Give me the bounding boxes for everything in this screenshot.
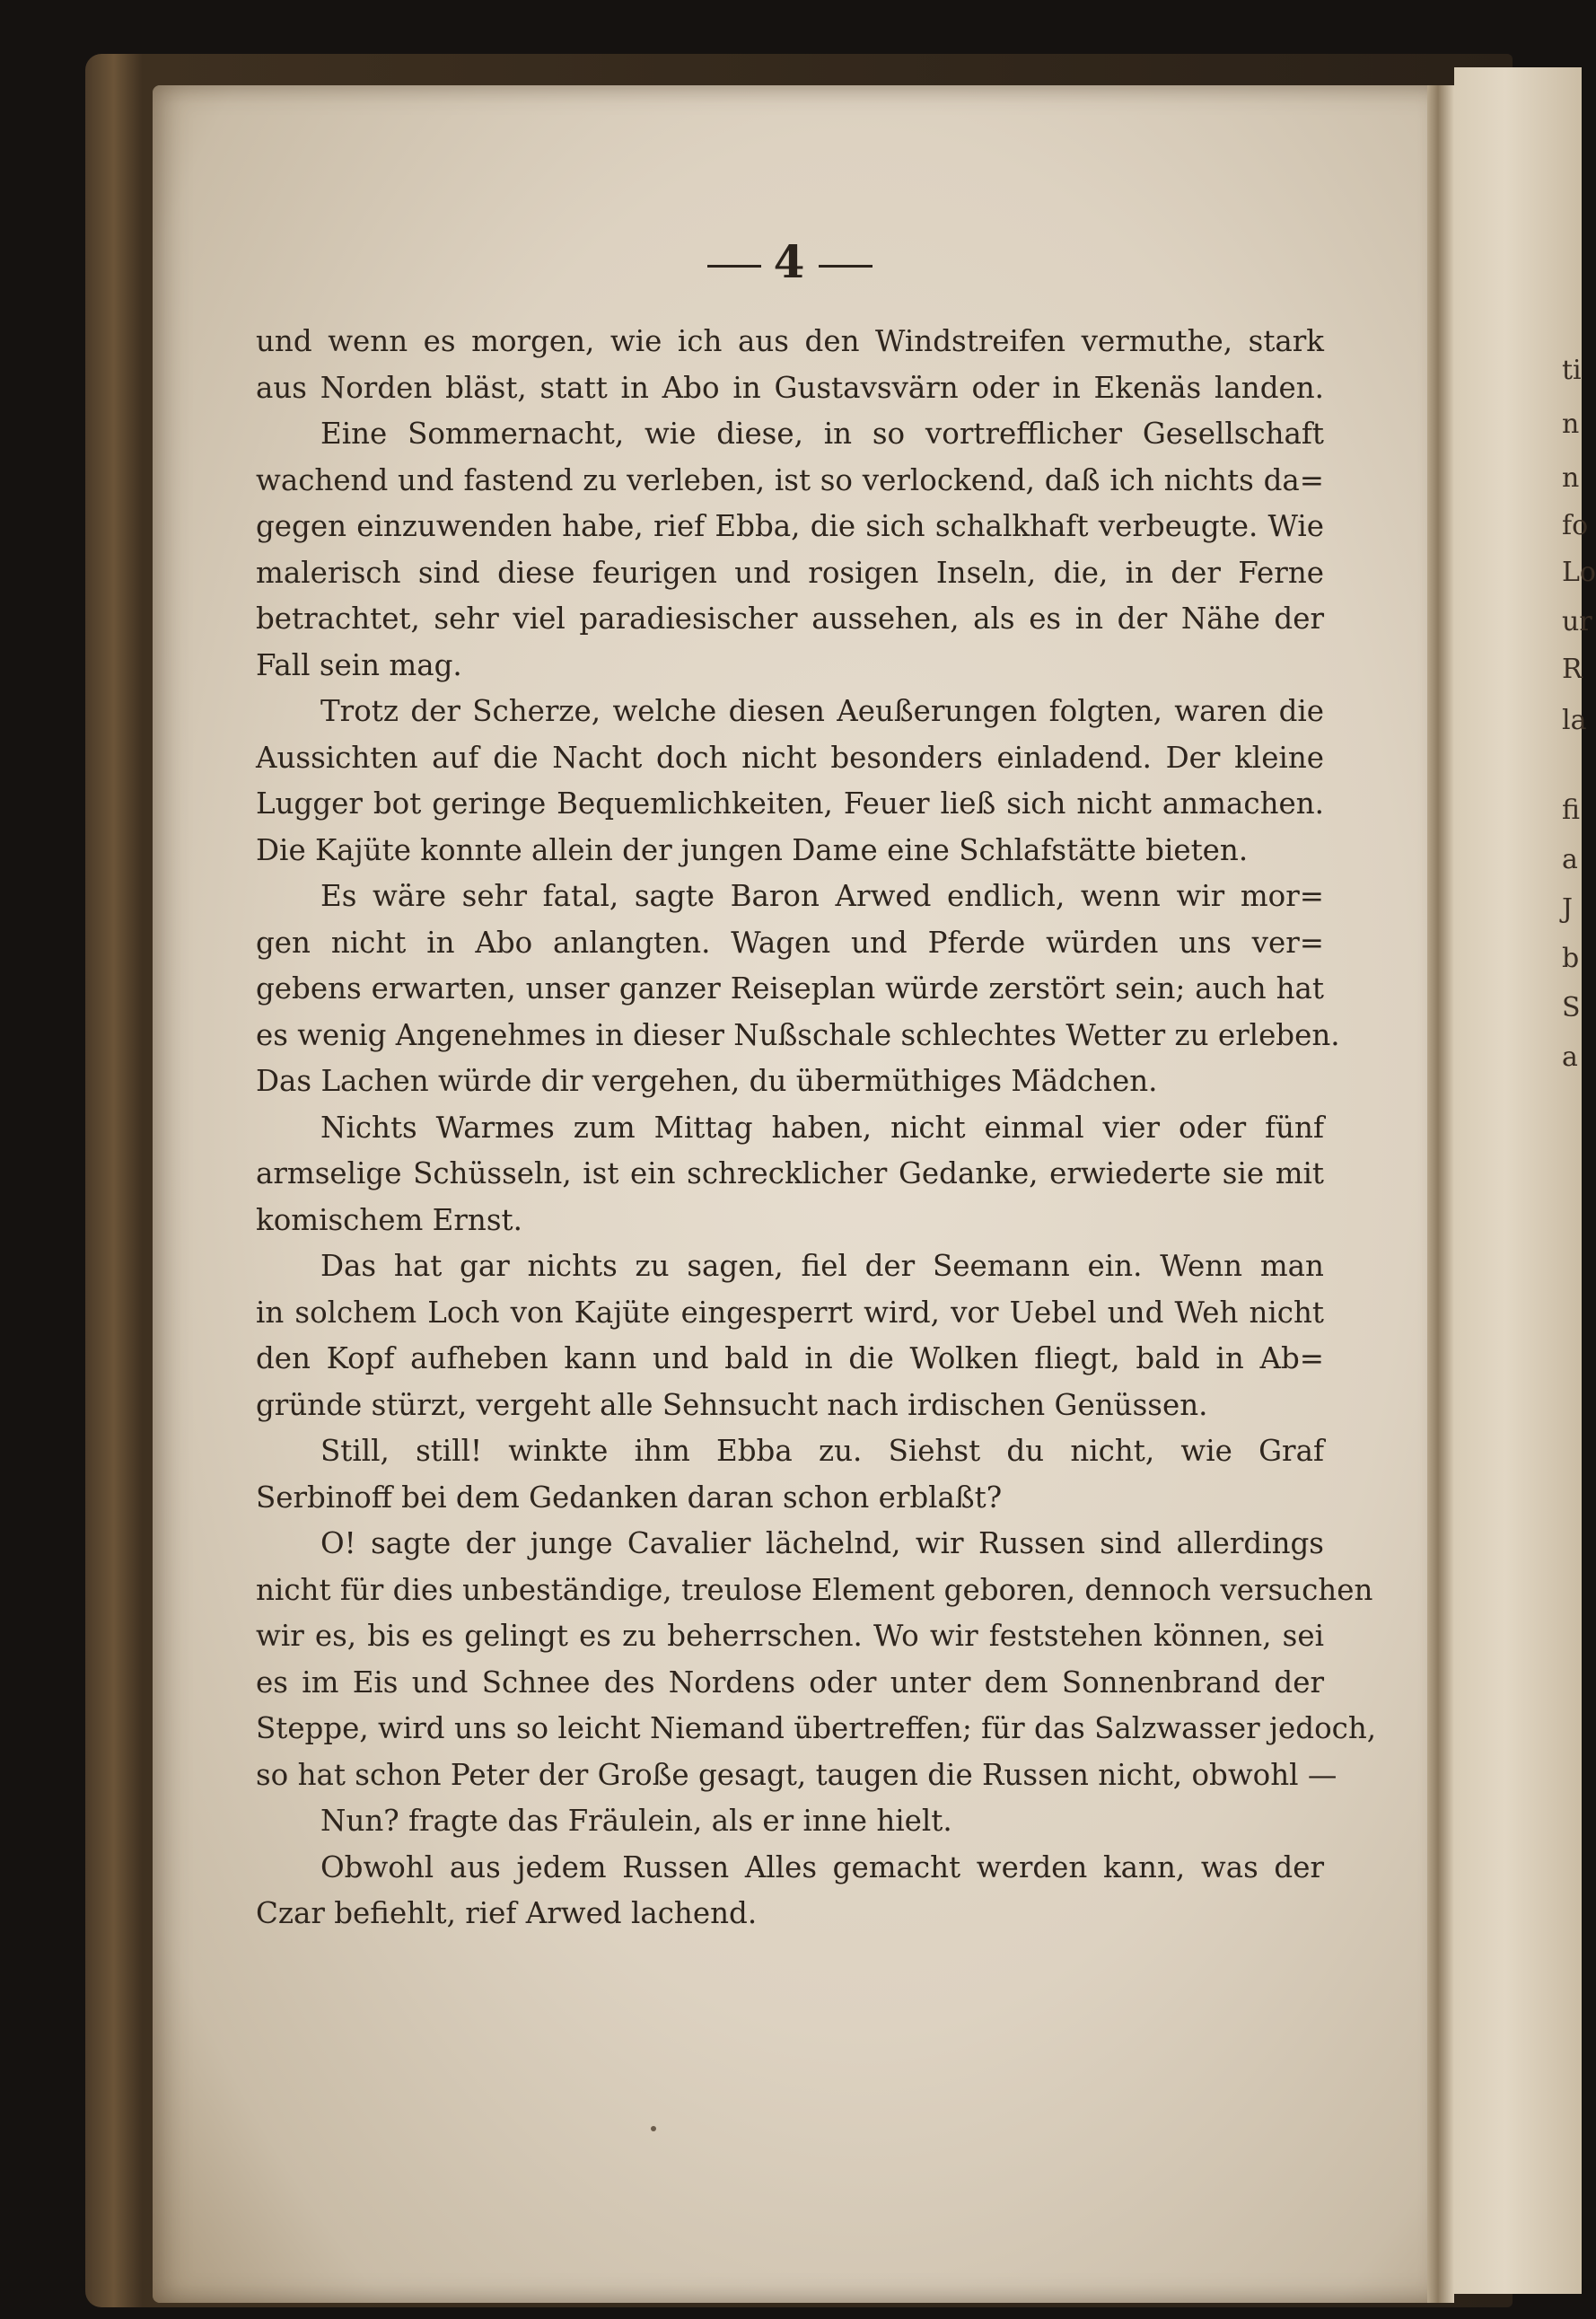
text-line: Nun? fragte das Fräulein, als er inne hielt. [320,1804,952,1838]
text-line: es wenig Angenehmes in dieser Nußschale schlechtes Wetter zu erleben. [256,1017,1340,1052]
text-line: armselige Schüsseln, ist ein schrecklicher Gedanke, erwiederte sie mit [256,1156,1324,1190]
facing-page-fragment: S [1562,992,1581,1023]
text-line: in solchem Loch von Kajüte eingesperrt wird, vor Uebel und Weh nicht [256,1295,1324,1330]
text-line: Serbinoff bei dem Gedanken daran schon erblaßt? [256,1480,1003,1515]
text-line: wachend und fastend zu verleben, ist so verlockend, daß ich nichts da= [256,462,1324,497]
facing-page-fragment: b [1562,943,1580,974]
facing-page-fragment: a [1562,1041,1578,1073]
facing-page-fragment: la [1562,705,1587,736]
text-line: Nichts Warmes zum Mittag haben, nicht einmal vier oder fünf [320,1110,1324,1145]
facing-page-fragment: ur [1562,606,1592,637]
facing-page-fragment: Lo [1562,557,1596,588]
facing-page-fragment: J [1562,893,1574,925]
text-line: aus Norden bläst, statt in Abo in Gustavsvärn oder in Ekenäs landen. [256,370,1324,405]
text-line: Czar befiehlt, rief Arwed lachend. [256,1896,758,1930]
text-line: komischem Ernst. [256,1202,522,1237]
text-line: Das Lachen würde dir vergehen, du übermüthiges Mädchen. [256,1064,1158,1098]
text-line: Trotz der Scherze, welche diesen Aeußerungen folgten, waren die [320,694,1324,728]
text-line: Die Kajüte konnte allein der jungen Dame eine Schlafstätte bieten. [256,832,1249,867]
text-line: Steppe, wird uns so leicht Niemand übertreffen; für das Salzwasser jedoch, [256,1711,1377,1745]
text-line: betrachtet, sehr viel paradiesischer aussehen, als es in der Nähe der [256,602,1324,636]
right-page-edge [1454,67,1582,2294]
text-line: Lugger bot geringe Bequemlichkeiten, Feuer ließ sich nicht anmachen. [256,786,1324,821]
text-line: Eine Sommernacht, wie diese, in so vortrefflicher Gesellschaft [320,417,1324,451]
facing-page-fragment: n [1562,462,1580,494]
text-line: gebens erwarten, unser ganzer Reiseplan würde zerstört sein; auch hat [256,971,1324,1006]
text-line: gründe stürzt, vergeht alle Sehnsucht nach irdischen Genüssen. [256,1387,1208,1422]
facing-page-fragment: ti [1562,355,1582,386]
text-line: Das hat gar nichts zu sagen, fiel der Seemann ein. Wenn man [320,1249,1324,1283]
text-line: O! sagte der junge Cavalier lächelnd, wir Russen sind allerdings [320,1526,1324,1560]
text-line: nicht für dies unbeständige, treulose Element geboren, dennoch versuchen [256,1572,1373,1607]
text-line: so hat schon Peter der Große gesagt, taugen die Russen nicht, obwohl — [256,1757,1337,1792]
facing-page-fragment: fo [1562,510,1589,541]
facing-page-fragment: R [1562,654,1583,685]
page-number: 4 [691,235,889,288]
facing-page-fragment: a [1562,844,1578,875]
facing-page-fragment: n [1562,408,1580,440]
text-line: Fall sein mag. [256,647,462,682]
text-line: Obwohl aus jedem Russen Alles gemacht werden kann, was der [320,1849,1324,1884]
text-line: Es wäre sehr fatal, sagte Baron Arwed endlich, wenn wir mor= [320,879,1324,913]
page-gutter [1427,85,1454,2303]
text-line: den Kopf aufheben kann und bald in die Wolken fliegt, bald in Ab= [256,1341,1324,1375]
page-body-text [256,319,1377,1937]
text-line: malerisch sind diese feurigen und rosigen Inseln, die, in der Ferne [256,555,1324,590]
text-line: und wenn es morgen, wie ich aus den Windstreifen vermuthe, stark [256,324,1324,358]
facing-page-fragment: fi [1562,795,1581,826]
text-line: gen nicht in Abo anlangten. Wagen und Pferde würden uns ver= [256,925,1324,960]
ink-speck [651,2126,656,2131]
text-line: wir es, bis es gelingt es zu beherrschen. Wo wir feststehen können, sei [256,1619,1324,1653]
text-line: gegen einzuwenden habe, rief Ebba, die sich schalkhaft verbeugte. Wie [256,509,1324,543]
text-line: es im Eis und Schnee des Nordens oder unter dem Sonnenbrand der [256,1665,1324,1700]
text-line: Aussichten auf die Nacht doch nicht besonders einladend. Der kleine [256,740,1324,775]
text-line: Still, still! winkte ihm Ebba zu. Siehst du nicht, wie Graf [320,1434,1324,1468]
